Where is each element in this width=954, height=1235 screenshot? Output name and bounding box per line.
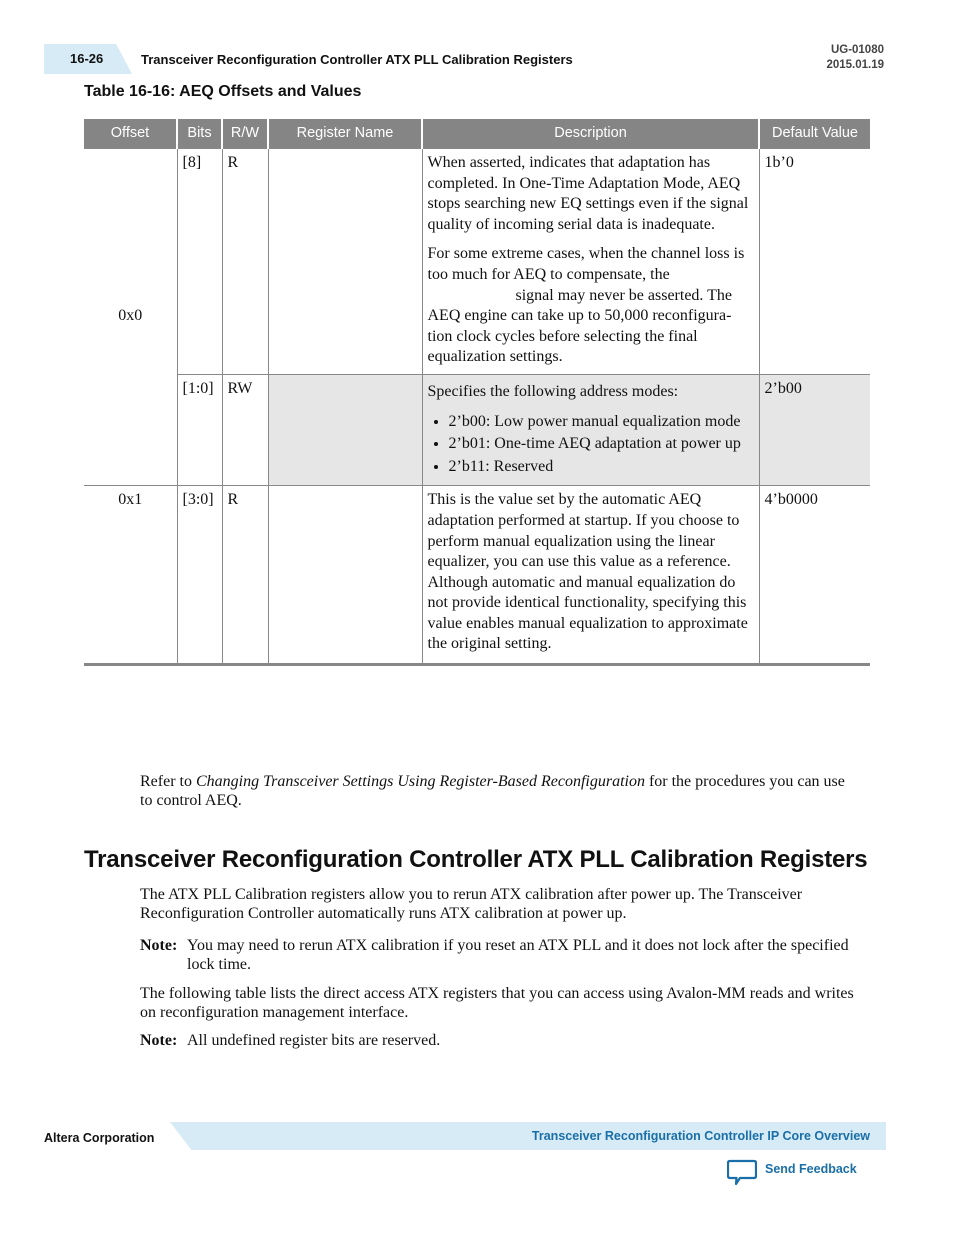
note: [140, 936, 860, 974]
bits-cell: [8]: [177, 149, 222, 375]
note-text: All undefined register bits are reserved.: [187, 1032, 441, 1049]
send-feedback-link[interactable]: Send Feedback: [765, 1162, 857, 1176]
description-text: For some extreme cases, when the channel loss is too much for AEQ to compensate, the: [427, 245, 745, 283]
table-row: [84, 486, 870, 665]
note-label: Note:: [140, 937, 178, 954]
column-header-offset: Offset: [84, 119, 177, 149]
list-item: • 2’b01: One-time AEQ adaptation at power up: [449, 434, 754, 455]
offset-cell: 0x1: [84, 486, 177, 665]
description-text: signal may never be asserted. The AEQ engine can take up to 50,000 reconfigura-tion clock cycles before selecting the final equalization settings.: [427, 286, 733, 366]
description-cell: This is the value set by the automatic AEQ adaptation performed at startup. If you choose to perform manual equalization using the linear equalizer, you can use this value as a reference. Although automatic and manual equalization do not provide identical functionality, specifying this value enables manual equalization to approximate the original setting.: [422, 486, 759, 665]
default-value-cell: 1b’0: [759, 149, 870, 375]
description-cell: [422, 374, 759, 485]
section-intro-paragraph: The ATX PLL Calibration registers allow you to rerun ATX calibration after power up. The Transceiver Reconfiguration Controller automatically runs ATX calibration at power up.: [140, 886, 803, 922]
default-value-cell: 2’b00: [759, 374, 870, 485]
table-row: [84, 374, 870, 485]
refer-paragraph: Refer to Changing Transceiver Settings Using Register-Based Reconfiguration for the procedures you can use to control AEQ.: [140, 773, 845, 809]
rw-cell: R: [222, 149, 268, 375]
bits-cell: [1:0]: [177, 374, 222, 485]
table-caption: Table 16-16: AEQ Offsets and Values: [84, 83, 362, 100]
description-cell: [422, 149, 759, 375]
table-header-row: [84, 119, 870, 149]
rw-cell: R: [222, 486, 268, 665]
note: [140, 1031, 860, 1050]
table-row: [84, 149, 870, 375]
section-heading: Transceiver Reconfiguration Controller ATX PLL Calibration Registers: [84, 846, 868, 873]
aeq-register-table: [84, 119, 870, 666]
register-name-cell: [268, 149, 422, 375]
section-paragraph: The following table lists the direct access ATX registers that you can access using Avalon-MM reads and writes on reconfiguration management interface.: [140, 985, 854, 1021]
description-paragraph: [428, 244, 754, 368]
reference-link[interactable]: Changing Transceiver Settings Using Register-Based Reconfiguration: [195, 773, 645, 790]
column-header-default-value: Default Value: [759, 119, 870, 149]
running-title: Transceiver Reconfiguration Controller ATX PLL Calibration Registers: [141, 52, 573, 67]
doc-date: 2015.01.19: [826, 59, 884, 71]
chapter-title-link[interactable]: Transceiver Reconfiguration Controller IP Core Overview: [531, 1129, 870, 1143]
list-item: • 2’b00: Low power manual equalization mode: [449, 412, 754, 433]
column-header-register-name: Register Name: [268, 119, 422, 149]
rw-cell: RW: [222, 374, 268, 485]
description-paragraph: Specifies the following address modes:: [427, 382, 679, 400]
note-text: You may need to rerun ATX calibration if you reset an ATX PLL and it does not lock after the specified lock time.: [187, 937, 849, 973]
offset-cell: 0x0: [84, 149, 177, 486]
document-id: [826, 43, 884, 73]
feedback-speech-bubble-icon[interactable]: [727, 1159, 757, 1187]
note-label: Note:: [140, 1032, 178, 1049]
column-header-rw: R/W: [222, 119, 268, 149]
page-number: 16-26: [70, 51, 104, 66]
bits-cell: [3:0]: [177, 486, 222, 665]
company-name: Altera Corporation: [44, 1131, 155, 1145]
column-header-description: Description: [422, 119, 759, 149]
description-paragraph: When asserted, indicates that adaptation has completed. In One-Time Adaptation Mode, AEQ stops searching new EQ settings even if the signal quality of incoming serial data is inadequate.: [427, 154, 749, 233]
column-header-bits: Bits: [177, 119, 222, 149]
default-value-cell: 4’b0000: [759, 486, 870, 665]
register-name-cell: [268, 374, 422, 485]
list-item: • 2’b11: Reserved: [449, 457, 754, 478]
address-mode-list: [428, 412, 754, 478]
doc-id-number: UG-01080: [830, 44, 884, 56]
register-name-cell: [268, 486, 422, 665]
